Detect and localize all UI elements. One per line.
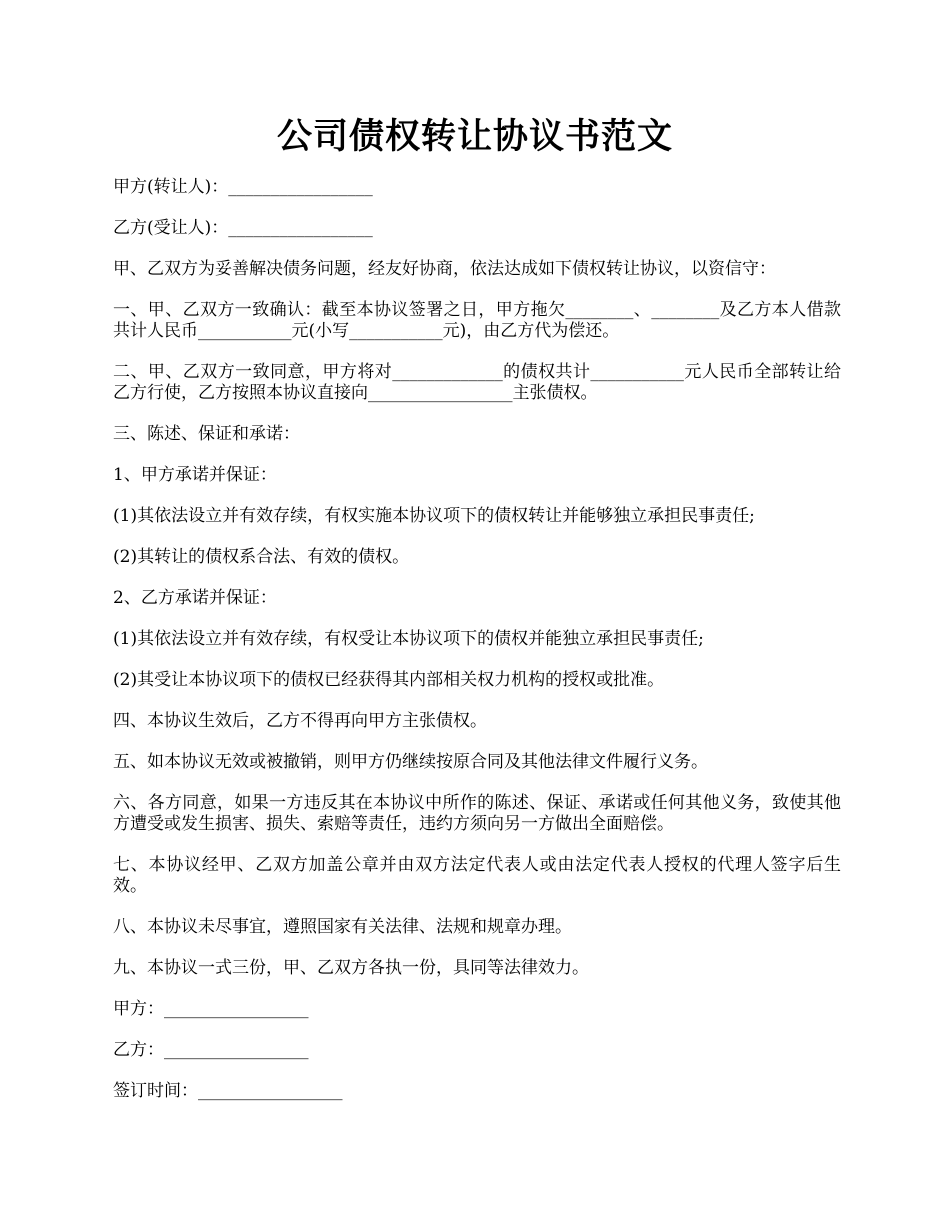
clause-3-1-item-2: (2)其转让的债权系合法、有效的债权。 [113, 547, 410, 567]
clause-3-2-item-2: (2)其受让本协议项下的债权已经获得其内部相关权力机构的授权或批准。 [113, 670, 665, 690]
clause-5: 五、如本协议无效或被撤销，则甲方仍继续按原合同及其他法律文件履行义务。 [113, 752, 708, 772]
party-b-line: 乙方(受让人)：_________________ [113, 218, 373, 238]
clause-8: 八、本协议未尽事宜，遵照国家有关法律、法规和规章办理。 [113, 917, 572, 937]
signature-party-b: 乙方：_________________ [113, 1040, 309, 1060]
document-title: 公司债权转让协议书范文 [276, 116, 673, 157]
document-body [113, 177, 841, 1122]
clause-6: 六、各方同意，如果一方违反其在本协议中所作的陈述、保证、承诺或任何其他义务，致使其他方遭受或发生损害、损失、索赔等责任，违约方须向另一方做出全面赔偿。 [113, 793, 841, 834]
clause-7: 七、本协议经甲、乙双方加盖公章并由双方法定代表人或由法定代表人授权的代理人签字后生效。 [113, 855, 841, 896]
clause-1: 一、甲、乙双方一致确认：截至本协议签署之日，甲方拖欠________、________及乙方本人借款共计人民币___________元(小写___________元)，由乙方代为偿还。 [113, 300, 841, 341]
clause-3-heading: 三、陈述、保证和承诺： [113, 424, 300, 444]
signing-date: 签订时间：_________________ [113, 1081, 343, 1101]
signature-party-a: 甲方：_________________ [113, 999, 309, 1019]
clause-3-2-item-1: (1)其依法设立并有效存续，有权受让本协议项下的债权并能独立承担民事责任; [113, 629, 704, 649]
party-a-line: 甲方(转让人)：_________________ [113, 177, 373, 197]
clause-4: 四、本协议生效后，乙方不得再向甲方主张债权。 [113, 711, 487, 731]
preamble: 甲、乙双方为妥善解决债务问题，经友好协商，依法达成如下债权转让协议，以资信守： [113, 259, 776, 279]
clause-3-2-heading: 2、乙方承诺并保证： [113, 588, 277, 608]
clause-3-1-item-1: (1)其依法设立并有效存续，有权实施本协议项下的债权转让并能够独立承担民事责任; [113, 506, 755, 526]
clause-3-1-heading: 1、甲方承诺并保证： [113, 465, 277, 485]
clause-9: 九、本协议一式三份，甲、乙双方各执一份，具同等法律效力。 [113, 958, 589, 978]
clause-2: 二、甲、乙双方一致同意，甲方将对_____________的债权共计___________元人民币全部转让给乙方行使，乙方按照本协议直接向_________________主张债权。 [113, 362, 841, 403]
